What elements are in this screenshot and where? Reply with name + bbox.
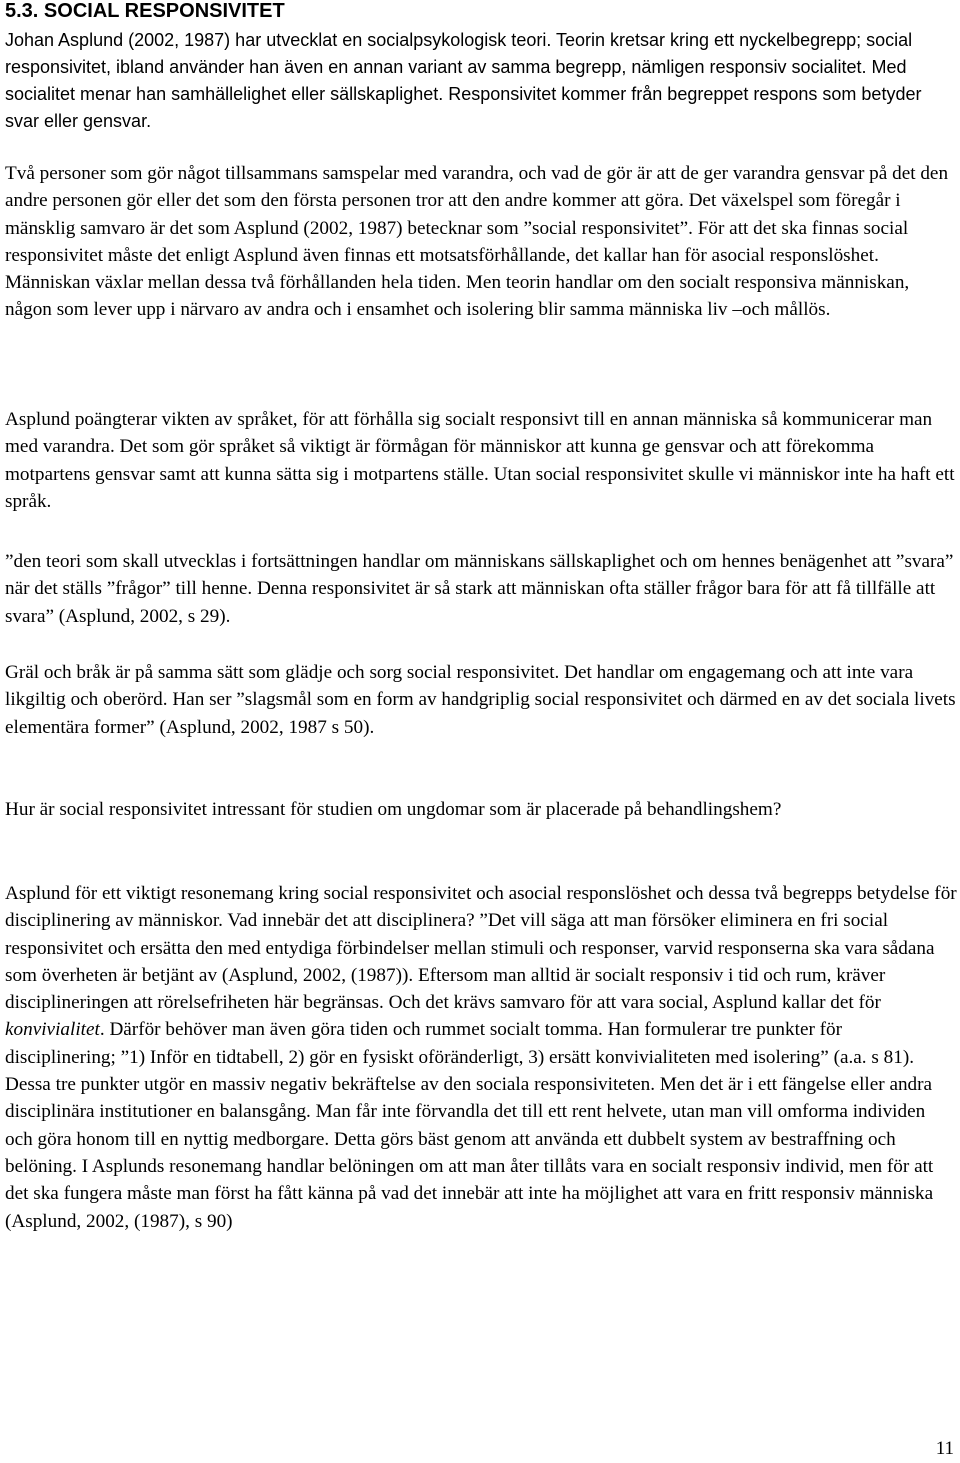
intro-paragraph: Johan Asplund (2002, 1987) har utvecklat en socialpsykologisk teori. Teorin kretsar kring ett nyckelbegrepp; social responsivitet, ibland använder han även en annan variant av samma begrepp, nämligen responsiv socialitet. Med socialitet menar han samhällelighet eller sällskaplighet. Responsivitet kommer från begreppet respons som betyder svar eller gensvar. [5,30,922,131]
paragraph-4: Gräl och bråk är på samma sätt som glädje och sorg social responsivitet. Det handlar om engagemang och att inte vara likgiltig och oberörd. Han ser ”slagsmål som en form av handgriplig social responsivitet och därmed en av det sociala livets elementära former” (Asplund, 2002, 1987 s 50). [5,662,956,738]
page-number: 11 [935,1438,954,1459]
section-heading: 5.3. SOCIAL RESPONSIVITET [5,0,285,22]
paragraph-6-after: . Därför behöver man även göra tiden och rummet socialt tomma. Han formulerar tre punkter för disciplinering; ”1) Inför en tidtabell, 2) gör en fysiskt oföränderligt, 3) ersätt konvivialiteten med isolering” (a.a. s 81). Dessa tre punkter utgör en massiv negativ bekräftelse av den sociala responsiviteten. Men det är i ett fängelse eller andra disciplinära institutioner en balansgång. Man får inte förvandla det till ett rent helvete, utan man vill omforma individen och göra honom till en nyttig medborgare. Detta görs bäst genom att använda ett dubbelt system av bestraffning och belöning. I Asplunds resonemang handlar belöningen om att man åter tillåts vara en socialt responsiv individ, men för att det ska fungera måste man först ha fått känna på vad det innebär att inte ha möjlighet att vara en fritt responsiv människa (Asplund, 2002, (1987), s 90) [5,1019,934,1232]
quote-paragraph: ”den teori som skall utvecklas i fortsättningen handlar om människans sällskaplighet och om hennes benägenhet att ”svara” när det ställs ”frågor” till henne. Denna responsivitet är så stark att människan ofta ställer frågor bara för att få tillfälle att svara” (Asplund, 2002, s 29). [5,551,954,627]
question-paragraph: Hur är social responsivitet intressant för studien om ungdomar som är placerade på behandlingshem? [5,799,782,820]
paragraph-6 [5,880,957,1235]
document-page [5,0,957,1232]
paragraph-6-before: Asplund för ett viktigt resonemang kring social responsivitet och asocial responslöshet och dessa två begrepps betydelse för disciplinering av människor. Vad innebär det att disciplinera? ”Det vill säga att man försöker eliminera en fri social responsivitet och ersätta den med entydiga förbindelser mellan stimuli och responser, varvid responserna ska vara sådana som överheten är betjänt av (Asplund, 2002, (1987)). Eftersom man alltid är socialt responsiv i tid och rum, kräver disciplineringen att rörelsefriheten här begränsas. Och det krävs samvaro för att vara social, Asplund kallar det för [5,883,957,1014]
paragraph-2: Asplund poängterar vikten av språket, för att förhålla sig socialt responsivt till en annan människa så kommunicerar man med varandra. Det som gör språket så viktigt är förmågan för människor att kunna ge gensvar och att förekomma motpartens gensvar samt att kunna sätta sig i motpartens ställe. Utan social responsivitet skulle vi människor inte ha haft ett språk. [5,409,955,512]
paragraph-1: Två personer som gör något tillsammans samspelar med varandra, och vad de gör är att de ger varandra gensvar på det den andre personen gör eller det som den första personen tror att den andre kommer att göra. Det växelspel som föregår i mänsklig samvaro är det som Asplund (2002, 1987) betecknar som ”social responsivitet”. För att det ska finnas social responsivitet måste det enligt Asplund även finnas ett motsatsförhållande, det kallar han för asocial responslöshet. Människan växlar mellan dessa två förhållanden hela tiden. Men teorin handlar om den socialt responsiva människan, någon som lever upp i närvaro av andra och i ensamhet och isolering blir samma människa liv –och mållös. [5,163,949,321]
intro-block [5,27,957,135]
paragraph-6-italic-term: konvivialitet [5,1019,100,1041]
